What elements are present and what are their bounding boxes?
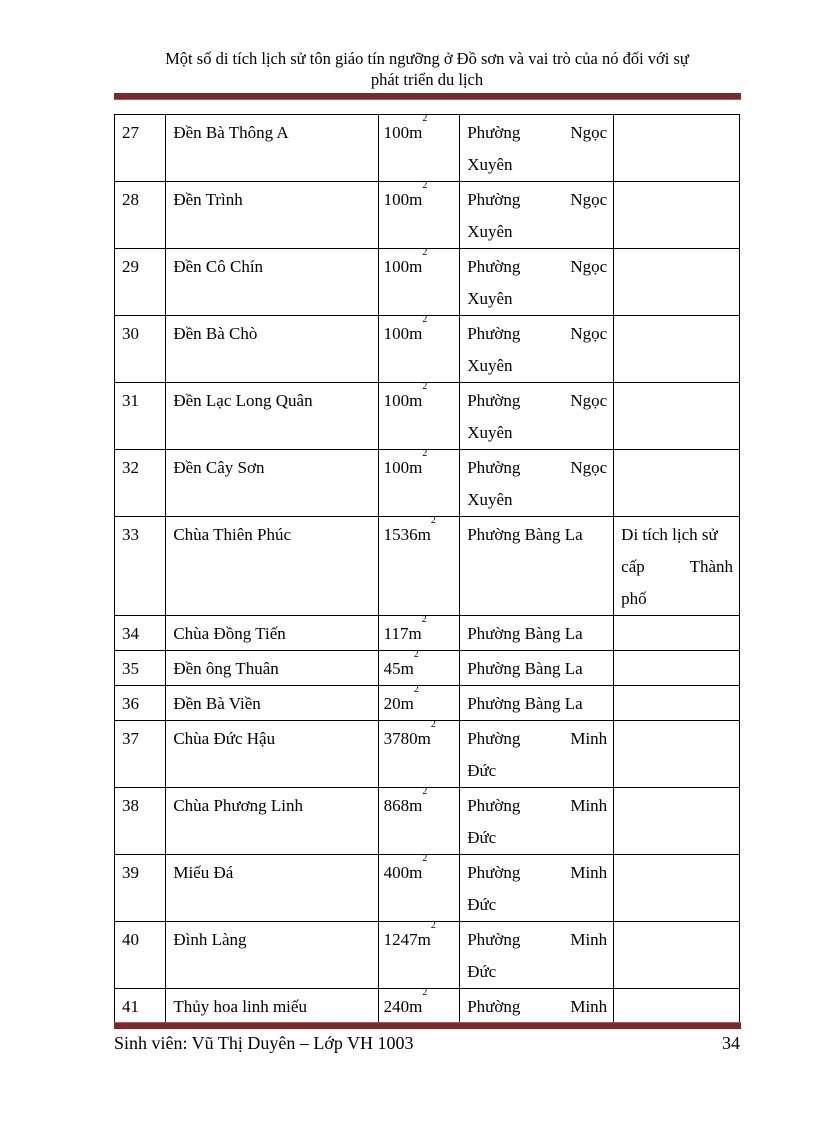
cell-area — [378, 249, 460, 316]
cell-area — [378, 616, 460, 651]
location-line — [467, 991, 607, 1023]
location-line — [467, 117, 607, 149]
cell-note — [614, 686, 740, 721]
cell-area — [378, 788, 460, 855]
table-row — [115, 517, 740, 616]
area-unit: m — [400, 694, 414, 713]
cell-number: 40 — [115, 922, 166, 989]
location-ward: Phường — [467, 729, 521, 748]
area-value: 100 — [383, 123, 410, 142]
location-ward: Phường — [467, 324, 521, 343]
location-ward: Phường — [467, 863, 521, 882]
cell-location — [460, 383, 614, 450]
area-value: 240 — [383, 997, 410, 1016]
area-value: 100 — [383, 391, 410, 410]
location-line2: Đức — [467, 828, 497, 847]
cell-note — [614, 450, 740, 517]
location-name: Minh — [570, 729, 608, 748]
cell-name: Chùa Phương Linh — [166, 788, 378, 855]
cell-number: 31 — [115, 383, 166, 450]
cell-location — [460, 788, 614, 855]
cell-name: Đền Bà Viền — [166, 686, 378, 721]
area-exponent: 2 — [421, 614, 427, 625]
location-name: Ngọc — [570, 257, 608, 276]
location-ward: Phường — [467, 796, 521, 815]
cell-location — [460, 855, 614, 922]
location-name: Minh — [570, 997, 608, 1016]
location-name: Ngọc — [570, 190, 608, 209]
table-row — [115, 989, 740, 1024]
cell-name: Chùa Đức Hậu — [166, 721, 378, 788]
area-unit: m — [409, 391, 423, 410]
header-title-line1: Một số di tích lịch sử tôn giáo tín ngưỡng ở Đồ sơn và vai trò của nó đối với sự — [165, 49, 689, 68]
location-ward: Phường — [467, 930, 521, 949]
area-exponent: 2 — [430, 719, 436, 730]
location-name: Ngọc — [570, 123, 608, 142]
location-text: Phường Bàng La — [467, 659, 583, 678]
cell-location — [460, 989, 614, 1024]
note-line: phố — [621, 589, 647, 608]
cell-name: Chùa Đồng Tiến — [166, 616, 378, 651]
location-line — [467, 790, 607, 822]
location-name: Minh — [570, 930, 608, 949]
table-row — [115, 721, 740, 788]
cell-location — [460, 182, 614, 249]
area-value: 400 — [383, 863, 410, 882]
cell-location — [460, 651, 614, 686]
cell-location — [460, 316, 614, 383]
area-exponent: 2 — [422, 314, 428, 325]
cell-location — [460, 249, 614, 316]
cell-number: 36 — [115, 686, 166, 721]
cell-name: Đền Bà Thông A — [166, 115, 378, 182]
area-unit: m — [408, 624, 422, 643]
area-unit: m — [409, 458, 423, 477]
page-footer — [114, 1033, 740, 1054]
cell-note — [614, 616, 740, 651]
area-unit: m — [409, 997, 423, 1016]
cell-number: 39 — [115, 855, 166, 922]
area-value: 100 — [383, 324, 410, 343]
table-row — [115, 383, 740, 450]
cell-area — [378, 922, 460, 989]
cell-note — [614, 517, 740, 616]
area-unit: m — [409, 796, 423, 815]
location-ward: Phường — [467, 458, 521, 477]
location-line2: Đức — [467, 962, 497, 981]
note-line — [621, 551, 733, 583]
area-exponent: 2 — [422, 987, 428, 998]
cell-name: Miếu Đá — [166, 855, 378, 922]
cell-note — [614, 383, 740, 450]
cell-name: Chùa Thiên Phúc — [166, 517, 378, 616]
cell-area — [378, 450, 460, 517]
cell-number: 28 — [115, 182, 166, 249]
location-line2: Đức — [467, 761, 497, 780]
location-name: Ngọc — [570, 324, 608, 343]
area-unit: m — [417, 525, 431, 544]
footer-rule — [114, 1022, 741, 1029]
area-value: 100 — [383, 458, 410, 477]
cell-number: 37 — [115, 721, 166, 788]
area-exponent: 2 — [422, 381, 428, 392]
area-unit: m — [409, 123, 423, 142]
location-name: Minh — [570, 796, 608, 815]
cell-note — [614, 721, 740, 788]
area-value: 117 — [383, 624, 409, 643]
area-exponent: 2 — [422, 853, 428, 864]
location-text: Phường Bàng La — [467, 525, 583, 544]
area-value: 1536 — [383, 525, 418, 544]
cell-name: Đình Làng — [166, 922, 378, 989]
location-line2: Xuyên — [467, 222, 513, 241]
header-title-line2: phát triển du lịch — [370, 70, 484, 89]
location-ward: Phường — [467, 391, 521, 410]
area-value: 100 — [383, 190, 410, 209]
cell-area — [378, 383, 460, 450]
area-value: 20 — [383, 694, 401, 713]
location-ward: Phường — [467, 123, 521, 142]
cell-note — [614, 989, 740, 1024]
cell-area — [378, 989, 460, 1024]
area-unit: m — [409, 190, 423, 209]
area-exponent: 2 — [413, 684, 419, 695]
location-line — [467, 385, 607, 417]
location-line2: Đức — [467, 895, 497, 914]
cell-name: Đền Bà Chò — [166, 316, 378, 383]
cell-number: 30 — [115, 316, 166, 383]
cell-name: Thủy hoa linh miếu — [166, 989, 378, 1024]
cell-name: Đền Cây Sơn — [166, 450, 378, 517]
location-ward: Phường — [467, 257, 521, 276]
area-value: 45 — [383, 659, 401, 678]
cell-name: Đền Trình — [166, 182, 378, 249]
cell-number: 33 — [115, 517, 166, 616]
cell-name: Đền ông Thuân — [166, 651, 378, 686]
area-exponent: 2 — [430, 920, 436, 931]
cell-note — [614, 115, 740, 182]
table-row — [115, 651, 740, 686]
cell-area — [378, 316, 460, 383]
area-exponent: 2 — [422, 448, 428, 459]
cell-note — [614, 249, 740, 316]
location-line2: Xuyên — [467, 155, 513, 174]
cell-location — [460, 922, 614, 989]
area-unit: m — [400, 659, 414, 678]
area-exponent: 2 — [422, 113, 428, 124]
cell-number: 27 — [115, 115, 166, 182]
cell-area — [378, 517, 460, 616]
area-value: 100 — [383, 257, 410, 276]
relic-table — [114, 114, 740, 1024]
location-line — [467, 924, 607, 956]
cell-number: 41 — [115, 989, 166, 1024]
cell-location — [460, 115, 614, 182]
cell-area — [378, 686, 460, 721]
cell-location — [460, 721, 614, 788]
area-exponent: 2 — [430, 515, 436, 526]
table-row — [115, 249, 740, 316]
location-line2: Xuyên — [467, 490, 513, 509]
location-name: Ngọc — [570, 391, 608, 410]
cell-area — [378, 721, 460, 788]
location-text: Phường Bàng La — [467, 694, 583, 713]
page-number: 34 — [722, 1033, 740, 1053]
running-header — [112, 48, 742, 90]
area-unit: m — [409, 863, 423, 882]
table-row — [115, 686, 740, 721]
location-name: Ngọc — [570, 458, 608, 477]
cell-location — [460, 517, 614, 616]
area-exponent: 2 — [422, 786, 428, 797]
table-row — [115, 115, 740, 182]
cell-location — [460, 616, 614, 651]
location-line2: Xuyên — [467, 289, 513, 308]
location-line — [467, 857, 607, 889]
cell-area — [378, 115, 460, 182]
area-exponent: 2 — [422, 247, 428, 258]
note-word: Thành — [689, 557, 733, 576]
location-line — [467, 452, 607, 484]
cell-note — [614, 182, 740, 249]
area-value: 868 — [383, 796, 410, 815]
cell-note — [614, 855, 740, 922]
location-ward: Phường — [467, 190, 521, 209]
cell-note — [614, 316, 740, 383]
cell-note — [614, 922, 740, 989]
table-row — [115, 616, 740, 651]
table-row — [115, 788, 740, 855]
location-line — [467, 318, 607, 350]
location-line2: Xuyên — [467, 356, 513, 375]
area-exponent: 2 — [413, 649, 419, 660]
cell-note — [614, 788, 740, 855]
footer-student: Sinh viên: Vũ Thị Duyên – Lớp VH 1003 — [114, 1033, 414, 1053]
cell-number: 32 — [115, 450, 166, 517]
location-line — [467, 723, 607, 755]
location-line — [467, 251, 607, 283]
location-line2: Xuyên — [467, 423, 513, 442]
table-row — [115, 316, 740, 383]
cell-name: Đền Lạc Long Quân — [166, 383, 378, 450]
note-word: cấp — [621, 557, 645, 576]
location-text: Phường Bàng La — [467, 624, 583, 643]
area-value: 3780 — [383, 729, 418, 748]
cell-number: 38 — [115, 788, 166, 855]
area-unit: m — [409, 324, 423, 343]
cell-area — [378, 855, 460, 922]
note-line: Di tích lịch sử — [621, 525, 718, 544]
cell-note — [614, 651, 740, 686]
table-row — [115, 182, 740, 249]
cell-number: 29 — [115, 249, 166, 316]
location-line — [467, 184, 607, 216]
cell-location — [460, 450, 614, 517]
location-ward: Phường — [467, 997, 521, 1016]
table-row — [115, 922, 740, 989]
header-rule — [114, 93, 741, 100]
cell-area — [378, 182, 460, 249]
location-name: Minh — [570, 863, 608, 882]
table-row — [115, 855, 740, 922]
table-row — [115, 450, 740, 517]
area-value: 1247 — [383, 930, 418, 949]
cell-number: 34 — [115, 616, 166, 651]
area-unit: m — [417, 729, 431, 748]
cell-number: 35 — [115, 651, 166, 686]
cell-area — [378, 651, 460, 686]
area-exponent: 2 — [422, 180, 428, 191]
area-unit: m — [409, 257, 423, 276]
cell-location — [460, 686, 614, 721]
cell-name: Đền Cô Chín — [166, 249, 378, 316]
area-unit: m — [417, 930, 431, 949]
